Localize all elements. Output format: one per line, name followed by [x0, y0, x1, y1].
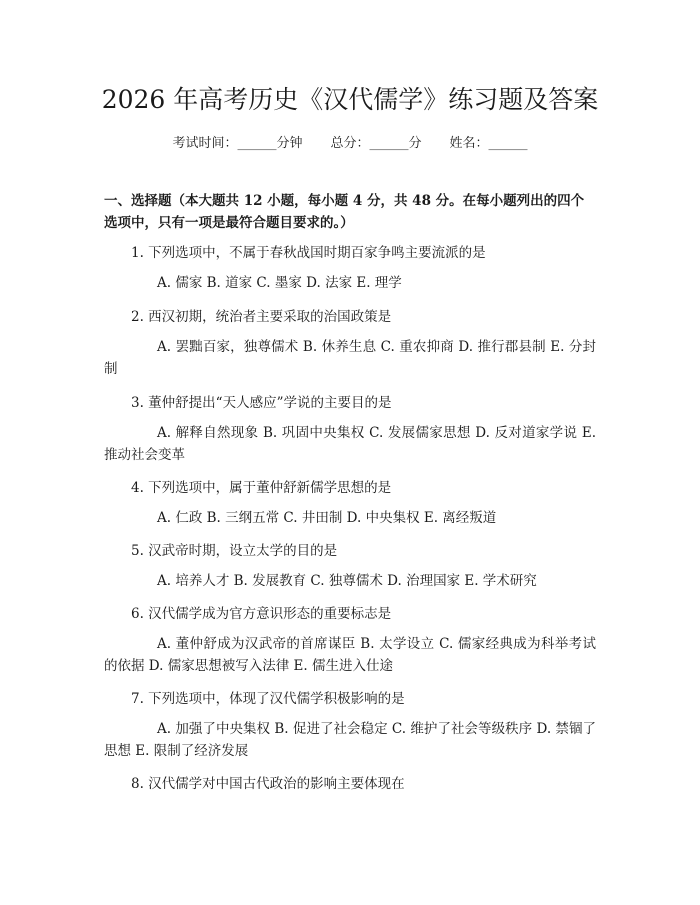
question-5-stem: 5. 汉武帝时期，设立太学的目的是 [131, 543, 338, 559]
question-8-stem: 8. 汉代儒学对中国古代政治的影响主要体现在 [131, 776, 405, 792]
question-3-stem: 3. 董仲舒提出“天人感应”学说的主要目的是 [131, 395, 392, 411]
question-6-stem: 6. 汉代儒学成为官方意识形态的重要标志是 [131, 606, 392, 622]
question-2-options: A. 罢黜百家，独尊儒术 B. 休养生息 C. 重农抑商 D. 推行郡县制 E. 分封制 [104, 339, 596, 377]
question-3-options: A. 解释自然现象 B. 巩固中央集权 C. 发展儒家思想 D. 反对道家学说 E. 推动社会变革 [104, 425, 596, 463]
question-4-stem: 4. 下列选项中，属于董仲舒新儒学思想的是 [131, 480, 392, 496]
student-name-field: 姓名：______ [449, 136, 528, 151]
question-5-options: A. 培养人才 B. 发展教育 C. 独尊儒术 D. 治理国家 E. 学术研究 [157, 573, 537, 589]
question-7-options: A. 加强了中央集权 B. 促进了社会稳定 C. 维护了社会等级秩序 D. 禁锢了思想 E. 限制了经济发展 [104, 721, 596, 759]
question-4-options: A. 仁政 B. 三纲五常 C. 井田制 D. 中央集权 E. 离经叛道 [157, 510, 497, 526]
section-heading: 一、选择题（本大题共 12 小题，每小题 4 分，共 48 分。在每小题列出的四个选项中，只有一项是最符合题目要求的。） [104, 193, 585, 231]
question-1-stem: 1. 下列选项中，不属于春秋战国时期百家争鸣主要流派的是 [131, 245, 486, 261]
exam-time-field: 考试时间：______分钟 [172, 136, 303, 151]
question-6-options: A. 董仲舒成为汉武帝的首席谋臣 B. 太学设立 C. 儒家经典成为科举考试的依据 D. 儒家思想被写入法律 E. 儒生进入仕途 [104, 636, 596, 674]
question-2-stem: 2. 西汉初期，统治者主要采取的治国政策是 [131, 309, 392, 325]
exam-info-line [0, 132, 700, 151]
question-1-options: A. 儒家 B. 道家 C. 墨家 D. 法家 E. 理学 [157, 275, 402, 291]
total-score-field: 总分：______分 [330, 136, 422, 151]
document-title: 2026 年高考历史《汉代儒学》练习题及答案 [101, 85, 599, 114]
question-7-stem: 7. 下列选项中，体现了汉代儒学积极影响的是 [131, 691, 405, 707]
